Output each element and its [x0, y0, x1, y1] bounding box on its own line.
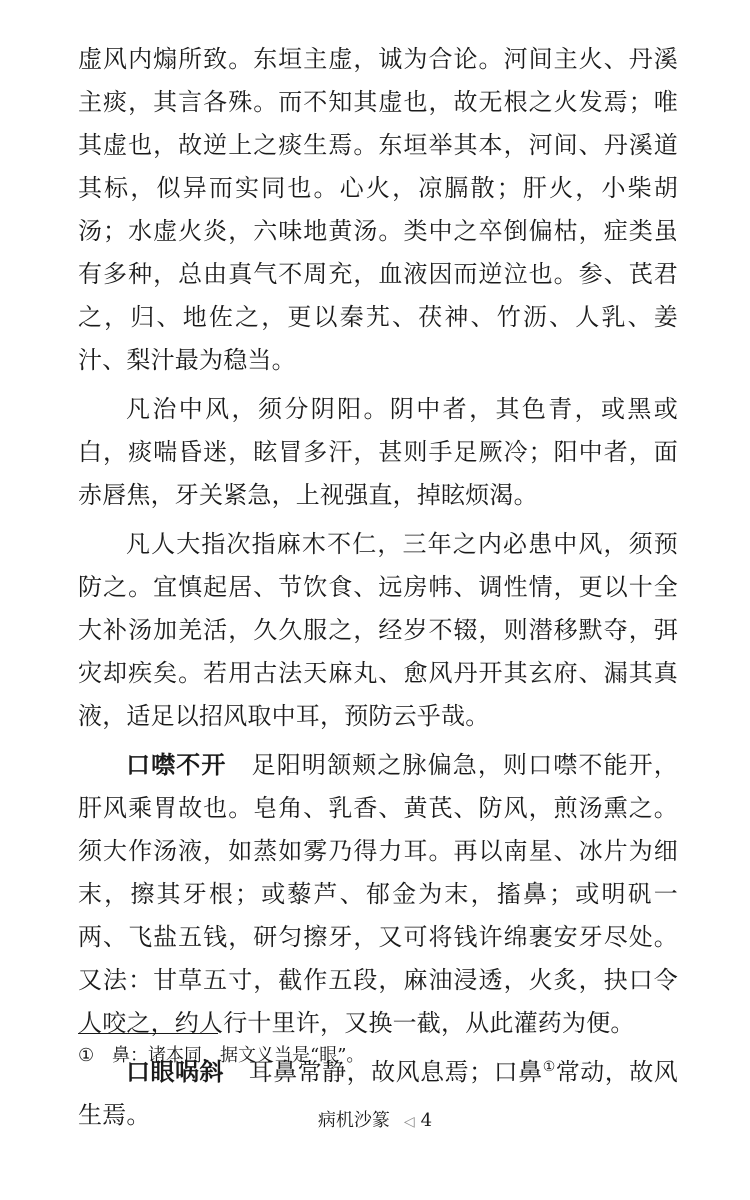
paragraph-5-text-before: 耳鼻常静，故风息焉；口鼻 — [248, 1058, 543, 1086]
page-number: 4 — [420, 1110, 433, 1131]
footnote-number: ① — [78, 1045, 95, 1066]
footer-separator: ◁ — [403, 1114, 415, 1130]
running-title: 病机沙篆 — [317, 1110, 390, 1131]
section-term-kou-jin-bu-kai: 口噤不开 — [126, 751, 227, 779]
paragraph-3: 凡人大指次指麻木不仁，三年之内必患中风，须预防之。宜慎起居、节饮食、远房帏、调性情，更以十全大补汤加羌活，久久服之，经岁不辍，则潜移默夺，弭灾却疾矣。若用古法天麻丸、愈风丹开其玄府、漏其真液，适足以招风取中耳，预防云乎哉。 — [78, 530, 678, 730]
paragraph-4 — [78, 744, 678, 1045]
paragraph-4-text: 足阳明颔颊之脉偏急，则口噤不能开，肝风乘胃故也。皂角、乳香、黄芪、防风，煎汤熏之。须大作汤液，如蒸如雾乃得力耳。再以南星、冰片为细末，擦其牙根；或藜芦、郁金为末，搐鼻；或明矾一两、飞盐五钱，研匀擦牙，又可将钱许绵裹安牙尽处。又法：甘草五寸，截作五段，麻油浸透，火炙，抉口令人咬之，约人行十里许，又换一截，从此灌药为便。 — [78, 751, 678, 1037]
footnote-text: 鼻：诸本同，据文义当是“眼”。 — [112, 1045, 365, 1066]
paragraph-1: 虚风内煽所致。东垣主虚，诚为合论。河间主火、丹溪主痰，其言各殊。而不知其虚也，故无根之火发焉；唯其虚也，故逆上之痰生焉。东垣举其本，河间、丹溪道其标，似异而实同也。心火，凉膈散；肝火，小柴胡汤；水虚火炎，六味地黄汤。类中之卒倒偏枯，症类虽有多种，总由真气不周充，血液因而逆泣也。参、芪君之，归、地佐之，更以秦艽、茯神、竹沥、人乳、姜汁、梨汁最为稳当。 — [78, 45, 678, 374]
section-term-kou-yan-wai-xie: 口眼㖞斜 — [126, 1058, 225, 1086]
footnote — [78, 1043, 678, 1069]
footnote-marker[interactable]: ① — [542, 1059, 556, 1075]
footnote-divider — [78, 1033, 218, 1034]
paragraph-5-text-after: 常动，故风生焉。 — [78, 1058, 678, 1129]
page-footer — [0, 1108, 750, 1135]
paragraph-2: 凡治中风，须分阴阳。阴中者，其色青，或黑或白，痰喘昏迷，眩冒多汗，甚则手足厥冷；阳中者，面赤唇焦，牙关紧急，上视强直，掉眩烦渴。 — [78, 395, 678, 509]
page-body — [78, 38, 678, 1143]
